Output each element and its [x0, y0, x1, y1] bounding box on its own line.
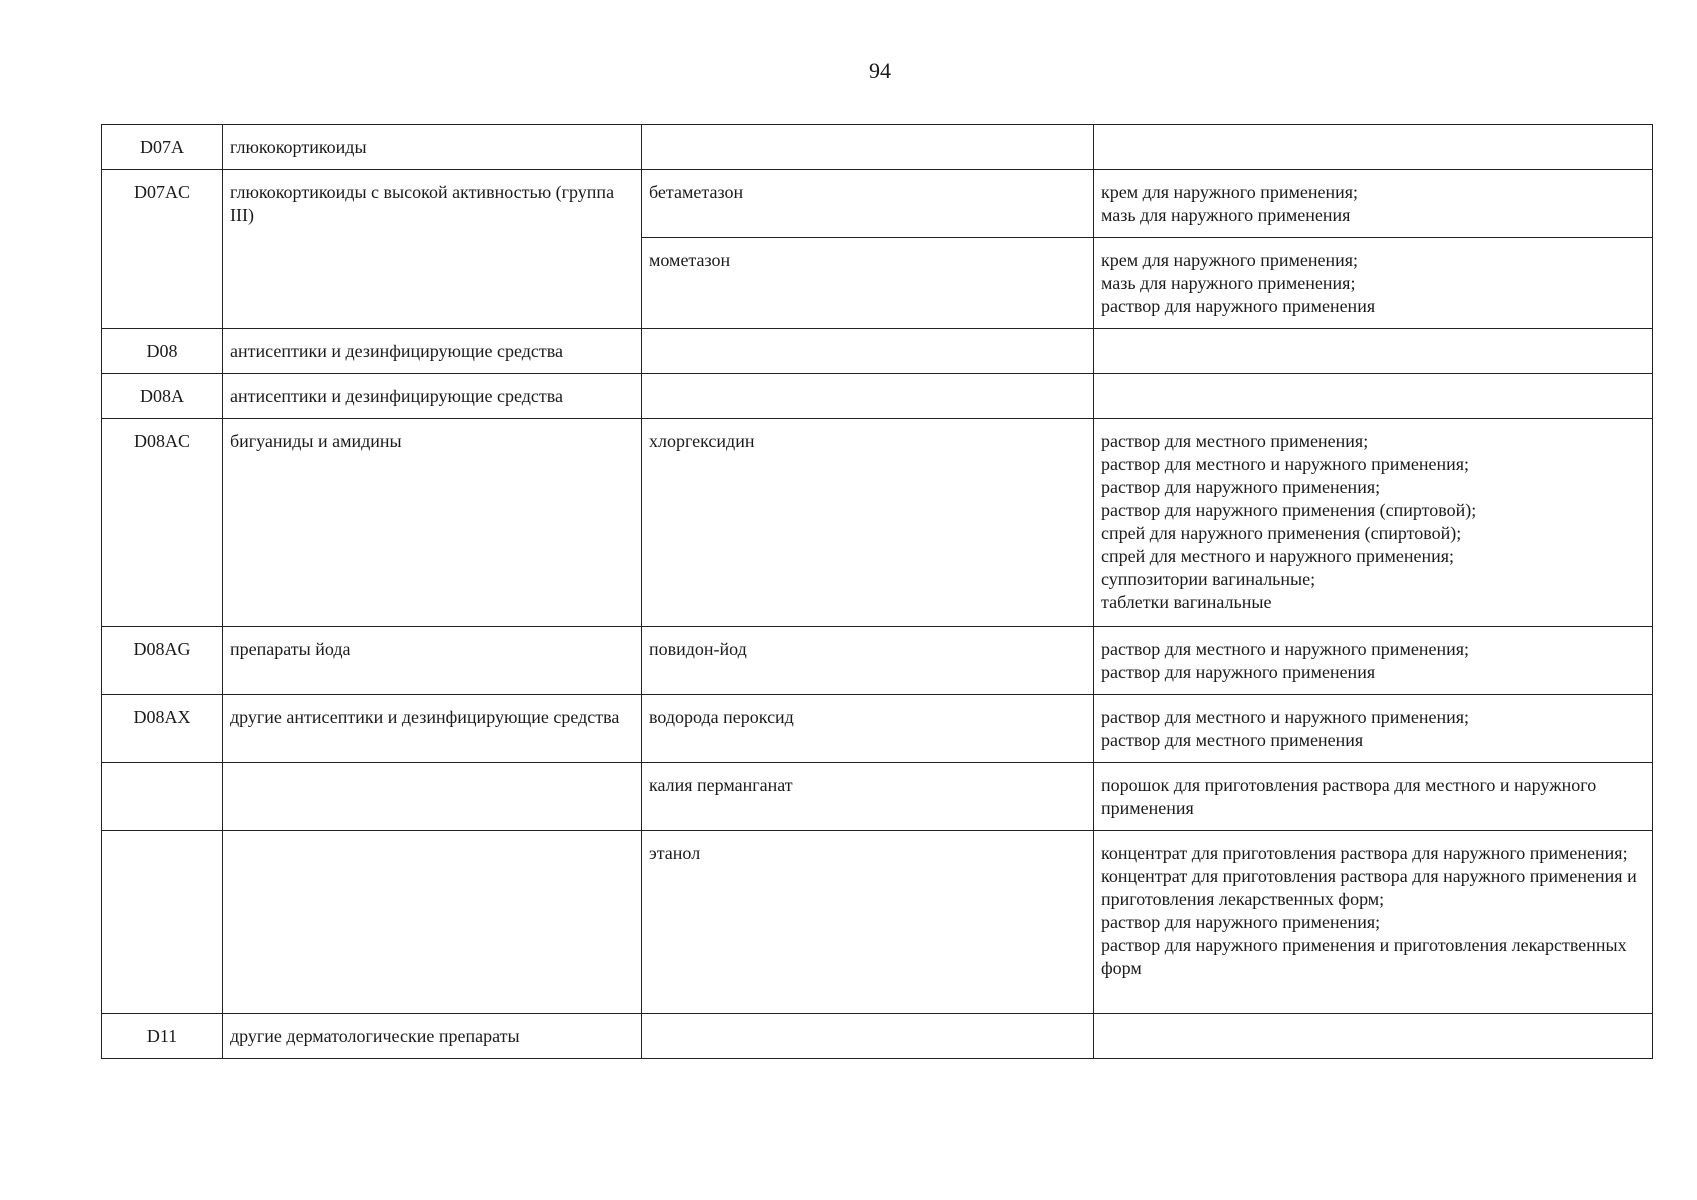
dosage-forms-cell [1094, 170, 1653, 238]
dosage-form-line: таблетки вагинальные [1101, 592, 1272, 612]
dosage-form-line: спрей для местного и наружного применения; [1101, 546, 1455, 566]
dosage-forms-cell [1094, 419, 1653, 627]
dosage-form-line: раствор для местного и наружного применения; [1101, 639, 1469, 659]
dosage-form-line: раствор для местного применения; [1101, 431, 1369, 451]
dosage-forms-cell [1094, 238, 1653, 329]
atc-code-cell: D11 [102, 1014, 223, 1059]
dosage-form-line: раствор для наружного применения и приготовления лекарственных форм [1101, 935, 1627, 978]
group-name-cell: антисептики и дезинфицирующие средства [223, 374, 642, 419]
drug-name-cell: повидон-йод [642, 627, 1094, 695]
dosage-form-line: раствор для наружного применения [1101, 296, 1376, 316]
dosage-form-line: суппозитории вагинальные; [1101, 569, 1316, 589]
atc-code-cell: D07AC [102, 170, 223, 329]
dosage-form-line: раствор для местного и наружного применения; [1101, 454, 1469, 474]
table-row [102, 125, 1653, 170]
atc-code-cell: D07A [102, 125, 223, 170]
drug-classification-table [101, 124, 1653, 1059]
dosage-forms-cell [1094, 1014, 1653, 1059]
group-name-cell: другие антисептики и дезинфицирующие средства [223, 695, 642, 763]
drug-name-cell [642, 125, 1094, 170]
drug-name-cell: мометазон [642, 238, 1094, 329]
dosage-form-line: концентрат для приготовления раствора для наружного применения и приготовления лекарственных форм; [1101, 866, 1637, 909]
table-row [102, 170, 1653, 238]
dosage-forms-cell [1094, 329, 1653, 374]
group-name-cell: препараты йода [223, 627, 642, 695]
dosage-form-line: мазь для наружного применения; [1101, 273, 1356, 293]
dosage-form-line: раствор для наружного применения; [1101, 477, 1381, 497]
drug-name-cell: хлоргексидин [642, 419, 1094, 627]
group-name-cell [223, 763, 642, 831]
page-number: 94 [869, 58, 891, 83]
dosage-form-line: крем для наружного применения; [1101, 250, 1359, 270]
group-name-cell [223, 831, 642, 1014]
table-row [102, 329, 1653, 374]
dosage-forms-cell [1094, 763, 1653, 831]
dosage-form-line: мазь для наружного применения [1101, 205, 1351, 225]
dosage-form-line: спрей для наружного применения (спиртовой); [1101, 523, 1462, 543]
atc-code-cell: D08AG [102, 627, 223, 695]
table-row [102, 374, 1653, 419]
drug-name-cell: калия перманганат [642, 763, 1094, 831]
dosage-form-line: раствор для местного применения [1101, 730, 1364, 750]
group-name-cell: другие дерматологические препараты [223, 1014, 642, 1059]
group-name-cell: антисептики и дезинфицирующие средства [223, 329, 642, 374]
dosage-forms-cell [1094, 695, 1653, 763]
group-name-cell: бигуаниды и амидины [223, 419, 642, 627]
drug-name-cell [642, 329, 1094, 374]
dosage-form-line: концентрат для приготовления раствора для наружного применения; [1101, 843, 1628, 863]
dosage-forms-cell [1094, 627, 1653, 695]
drug-name-cell: бетаметазон [642, 170, 1094, 238]
table-row [102, 763, 1653, 831]
atc-code-cell [102, 763, 223, 831]
dosage-form-line: раствор для наружного применения [1101, 662, 1376, 682]
table-row [102, 1014, 1653, 1059]
dosage-form-line: крем для наружного применения; [1101, 182, 1359, 202]
dosage-form-line: раствор для наружного применения; [1101, 912, 1381, 932]
group-name-cell: глюкокортикоиды [223, 125, 642, 170]
dosage-form-line: порошок для приготовления раствора для местного и наружного применения [1101, 775, 1597, 818]
atc-code-cell: D08AX [102, 695, 223, 763]
atc-code-cell: D08 [102, 329, 223, 374]
drug-name-cell [642, 374, 1094, 419]
drug-name-cell: этанол [642, 831, 1094, 1014]
dosage-form-line: раствор для местного и наружного применения; [1101, 707, 1469, 727]
dosage-form-line: раствор для наружного применения (спиртовой); [1101, 500, 1477, 520]
dosage-forms-cell [1094, 125, 1653, 170]
table-row [102, 695, 1653, 763]
group-name-cell: глюкокортикоиды с высокой активностью (группа III) [223, 170, 642, 329]
atc-code-cell: D08A [102, 374, 223, 419]
atc-code-cell: D08AC [102, 419, 223, 627]
table-row [102, 627, 1653, 695]
drug-name-cell: водорода пероксид [642, 695, 1094, 763]
dosage-forms-cell [1094, 374, 1653, 419]
atc-code-cell [102, 831, 223, 1014]
table-row [102, 419, 1653, 627]
dosage-forms-cell [1094, 831, 1653, 1014]
table-row [102, 831, 1653, 1014]
drug-name-cell [642, 1014, 1094, 1059]
